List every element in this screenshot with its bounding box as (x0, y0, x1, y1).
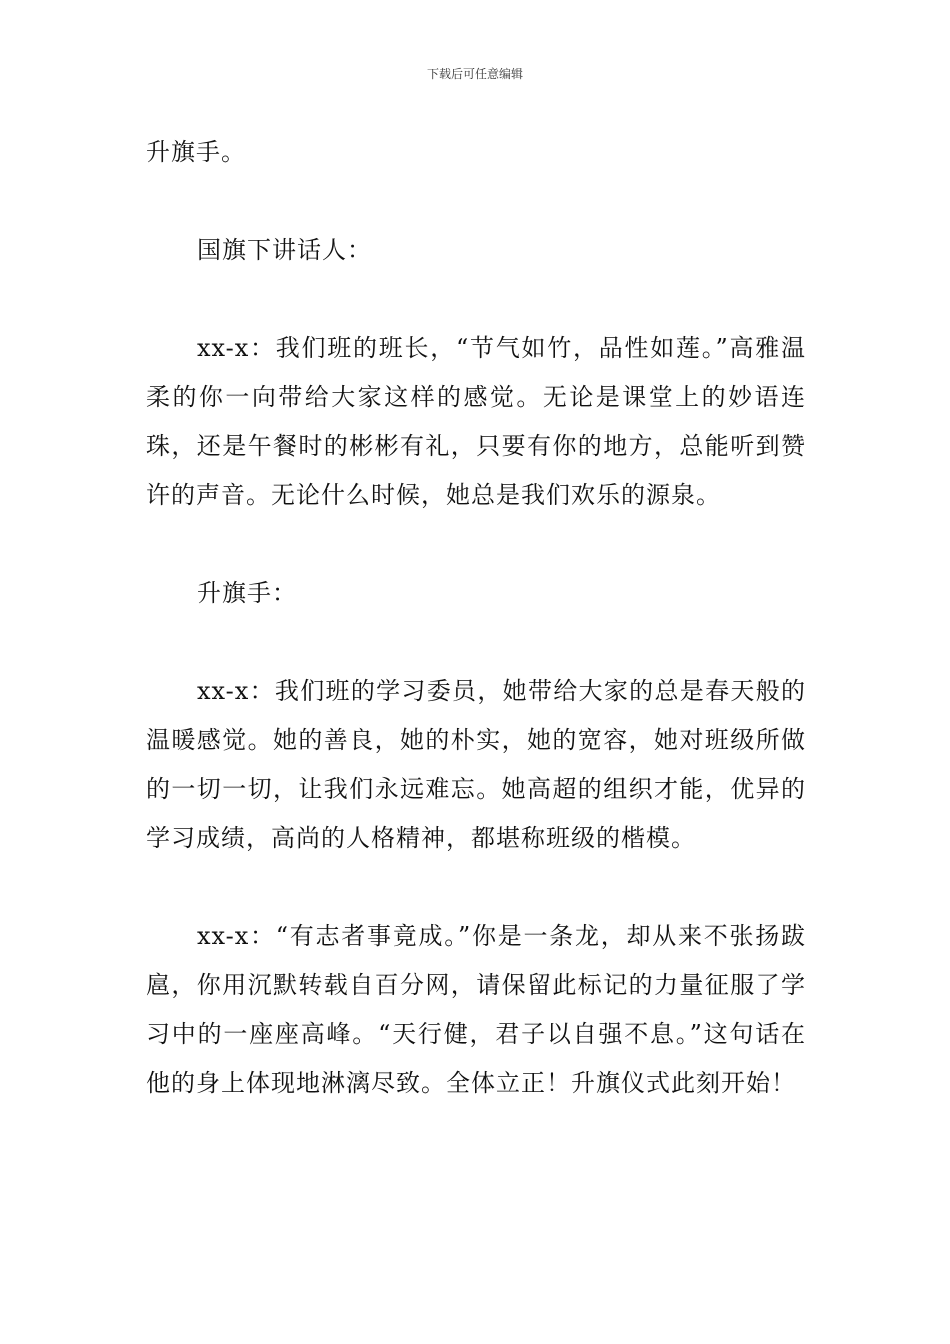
paragraph-gap (146, 177, 806, 226)
paragraph-gap (146, 520, 806, 569)
paragraph-flag-raiser-heading: 升旗手： (197, 579, 297, 607)
document-body (146, 128, 806, 1108)
paragraph-flag-raiser-intro-1: xx-x：我们班的学习委员，她带给大家的总是春天般的温暖感觉。她的善良，她的朴实，她的宽容，她对班级所做的一切一切，让我们永远难忘。她高超的组织才能，优异的学习成绩，高尚的人格精神，都堪称班级的楷模。 (146, 677, 806, 852)
paragraph-gap (146, 275, 806, 324)
paragraph-flag-raiser-intro-2: xx-x：“有志者事竟成。”你是一条龙，却从来不张扬跋扈，你用沉默转载自百分网，请保留此标记的力量征服了学习中的一座座高峰。“天行健，君子以自强不息。”这句话在他的身上体现地淋漓尽致。全体立正！升旗仪式此刻开始！ (146, 922, 806, 1097)
paragraph-speaker-intro: xx-x：我们班的班长，“节气如竹，品性如莲。”高雅温柔的你一向带给大家这样的感觉。无论是课堂上的妙语连珠，还是午餐时的彬彬有礼，只要有你的地方，总能听到赞许的声音。无论什么时候，她总是我们欢乐的源泉。 (146, 334, 806, 509)
paragraph-gap (146, 618, 806, 667)
paragraph-continuation: 升旗手。 (146, 138, 246, 166)
paragraph-speaker-heading: 国旗下讲话人： (197, 236, 372, 264)
paragraph-gap (146, 863, 806, 912)
page-header: 下载后可任意编辑 (426, 67, 523, 81)
